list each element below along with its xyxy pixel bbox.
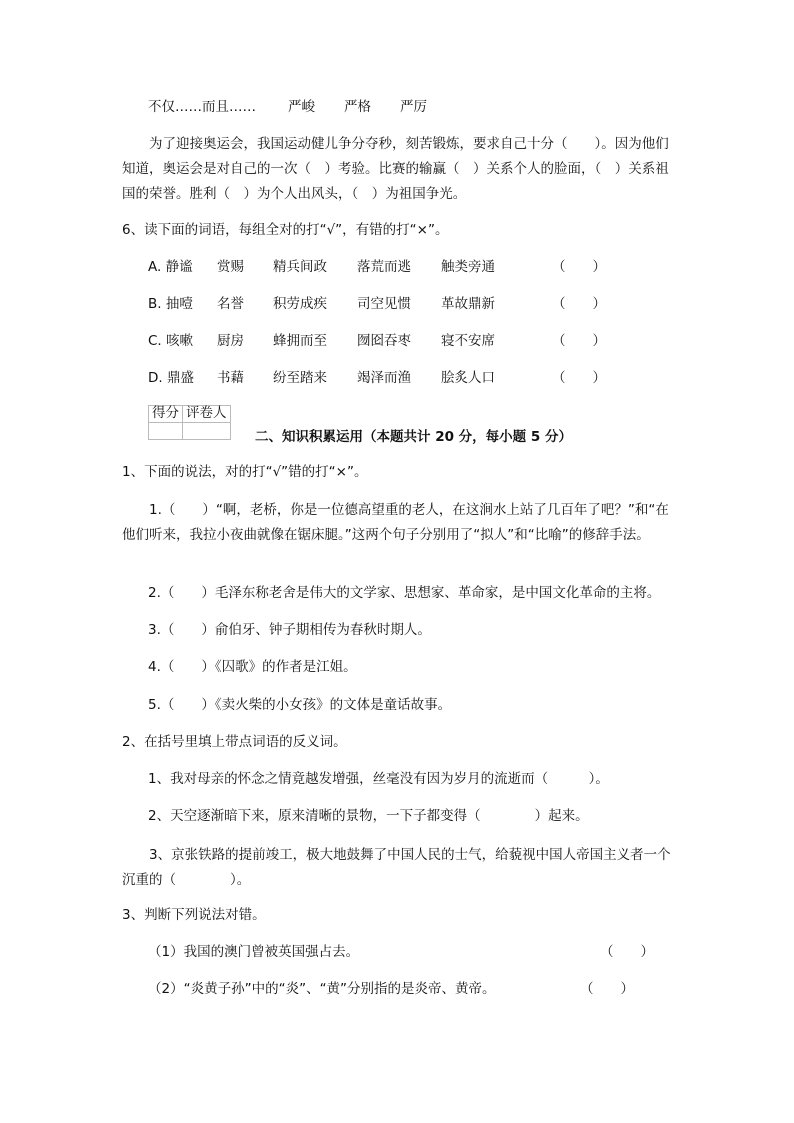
q3-item: （2）“炎黄子孙”中的“炎”、“黄”分别指的是炎帝、黄帝。 <box>148 981 496 997</box>
fill-paragraph: 为了迎接奥运会，我国运动健儿争分夺秒，刻苦锻炼，要求自己十分（ ）。因为他们知道，奥运会是对自己的一次（ ）考验。比赛的输赢（ ）关系个人的脸面，（ ）关系祖国的荣誉。胜利（ ）为个人出风头，（ ）为祖国争光。 <box>122 136 669 202</box>
intro-word: 严厉 <box>400 99 427 115</box>
answer-paren[interactable]: （ ） <box>552 259 606 275</box>
q1-item: 4.（ ）《囚歌》的作者是江姐。 <box>148 659 357 675</box>
score-label: 得分 <box>149 406 183 423</box>
intro-phrase: 不仅……而且…… <box>148 99 256 115</box>
q6-word: 厨房 <box>217 333 244 349</box>
answer-paren[interactable]: （ ） <box>552 296 606 312</box>
intro-word: 严格 <box>344 99 371 115</box>
q6-label: C. 咳嗽 <box>148 333 194 349</box>
q6-word: 纷至踏来 <box>273 370 327 386</box>
section-title: 二、知识积累运用（本题共计 20 分，每小题 5 分） <box>255 429 572 445</box>
q6-word: 脍炙人口 <box>441 370 495 386</box>
score-cell[interactable] <box>149 423 183 440</box>
q6-word: 竭泽而渔 <box>357 370 411 386</box>
grader-table <box>148 405 231 440</box>
answer-paren[interactable]: （ ） <box>552 333 606 349</box>
q2-item: 1、我对母亲的怀念之情竟越发增强，丝毫没有因为岁月的流逝而（ ）。 <box>148 771 609 787</box>
q3-heading: 3、判断下列说法对错。 <box>122 907 266 923</box>
q6-word: 革故鼎新 <box>441 296 495 312</box>
q6-label: A. 静谧 <box>148 259 193 275</box>
q3-item: （1）我国的澳门曾被英国强占去。 <box>148 944 360 960</box>
q1-item: 5.（ ）《卖火柴的小女孩》的文体是童话故事。 <box>148 697 452 713</box>
q2-item: 3、京张铁路的提前竣工，极大地鼓舞了中国人民的士气，给藐视中国人帝国主义者一个沉重的（ ）。 <box>122 847 671 888</box>
q1-item: 1.（ ）“啊，老桥，你是一位德高望重的老人，在这涧水上站了几百年了吧？”和“在他们听来，我拉小夜曲就像在锯床腿。”这两个句子分别用了“拟人”和“比喻”的修辞手法。 <box>122 502 669 543</box>
answer-paren[interactable]: （ ） <box>580 981 634 997</box>
q2-item: 2、天空逐渐暗下来，原来清晰的景物，一下子都变得（ ）起来。 <box>148 808 589 824</box>
q6-heading: 6、读下面的词语，每组全对的打“√”，有错的打“×”。 <box>122 222 449 238</box>
q6-word: 落荒而逃 <box>357 259 411 275</box>
q6-word: 寝不安席 <box>441 333 495 349</box>
q6-word: 名誉 <box>217 296 244 312</box>
q6-word: 赏赐 <box>217 259 244 275</box>
answer-paren[interactable]: （ ） <box>600 944 654 960</box>
q6-word: 司空见惯 <box>357 296 411 312</box>
reviewer-label: 评卷人 <box>183 406 231 423</box>
q6-word: 蜂拥而至 <box>273 333 327 349</box>
q6-word: 触类旁通 <box>441 259 495 275</box>
q6-label: D. 鼎盛 <box>148 370 194 386</box>
q6-word: 书藉 <box>217 370 244 386</box>
q6-word: 精兵间政 <box>273 259 327 275</box>
reviewer-cell[interactable] <box>183 423 231 440</box>
q6-label: B. 抽噎 <box>148 296 193 312</box>
q2-heading: 2、在括号里填上带点词语的反义词。 <box>122 734 347 750</box>
answer-paren[interactable]: （ ） <box>552 370 606 386</box>
q6-word: 囫囵吞枣 <box>357 333 411 349</box>
q1-item: 2.（ ）毛泽东称老舍是伟大的文学家、思想家、革命家，是中国文化革命的主将。 <box>148 585 661 601</box>
intro-word: 严峻 <box>288 99 315 115</box>
q6-word: 积劳成疾 <box>273 296 327 312</box>
q1-item: 3.（ ）俞伯牙、钟子期相传为春秋时期人。 <box>148 622 431 638</box>
q1-heading: 1、下面的说法，对的打“√”错的打“×”。 <box>122 464 368 480</box>
